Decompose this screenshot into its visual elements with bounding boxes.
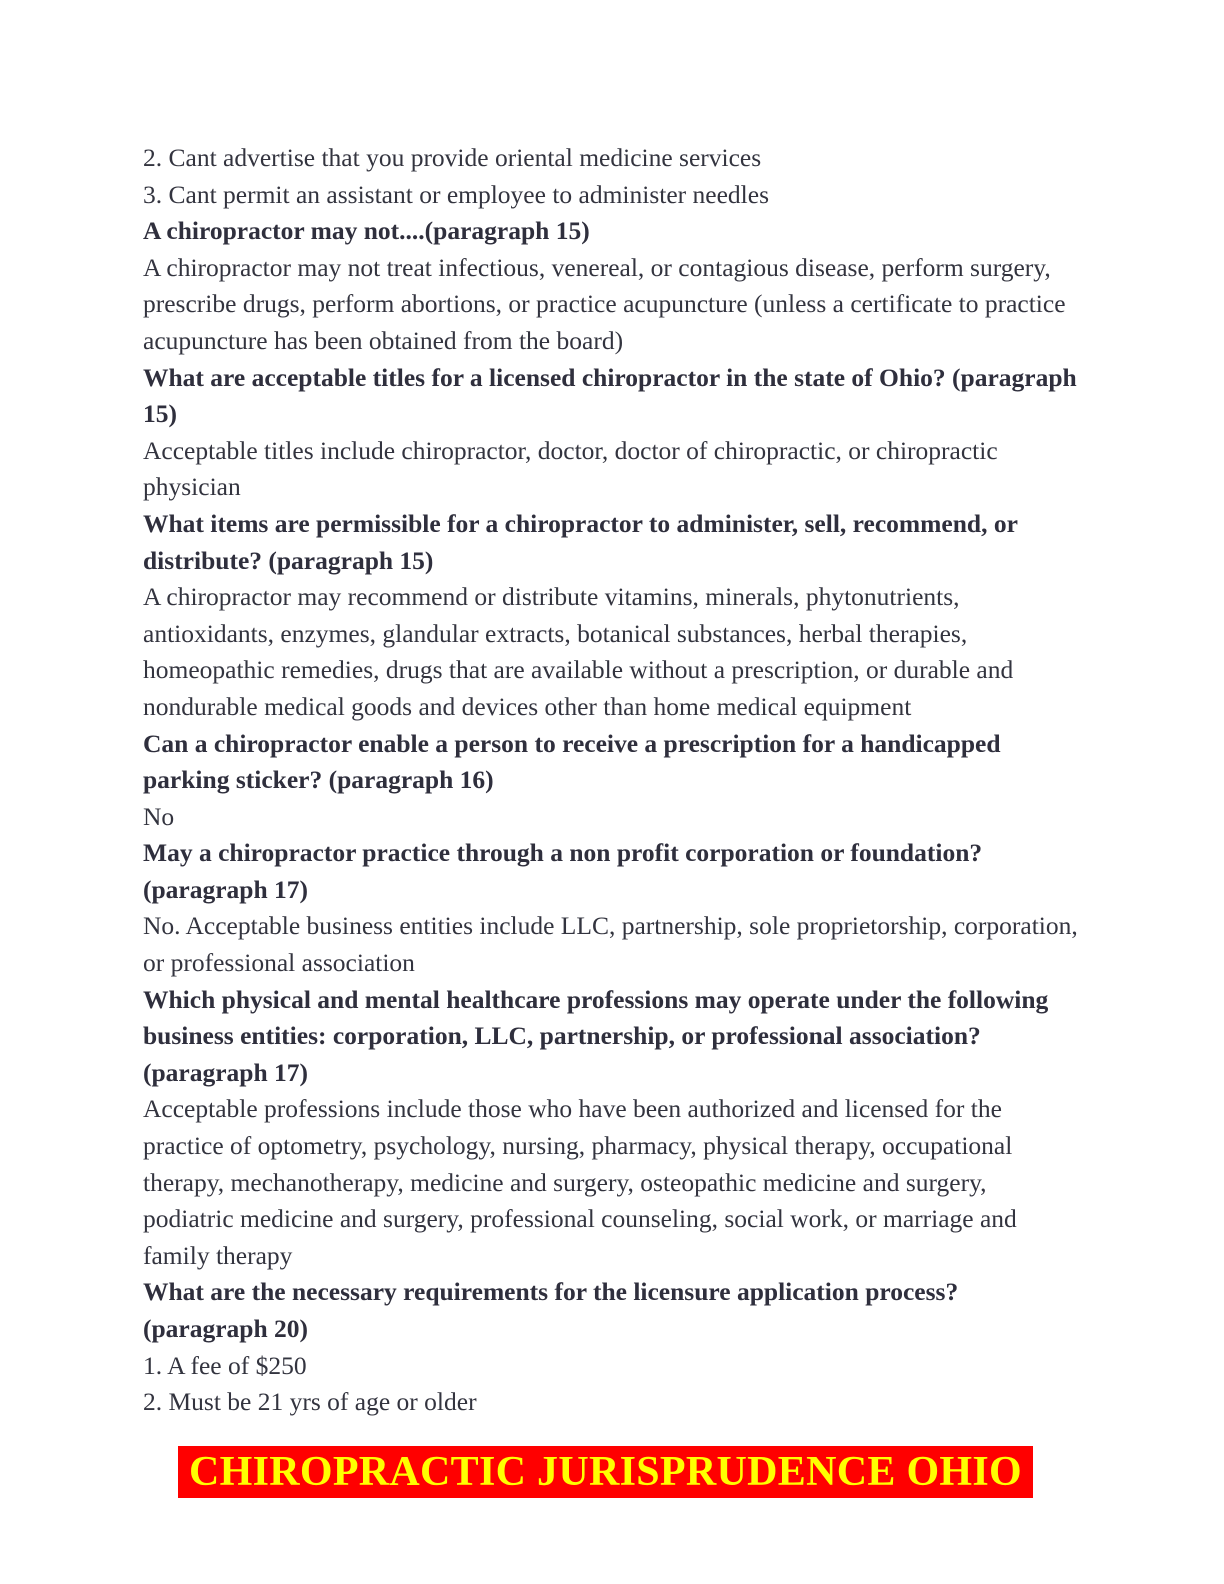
question-heading: What items are permissible for a chiropractor to administer, sell, recommend, or distribute? (paragraph 15) bbox=[143, 508, 1018, 575]
answer-text: A chiropractor may not treat infectious, venereal, or contagious disease, perform surgery, prescribe drugs, perform abortions, or practice acupuncture (unless a certificate to practice acupuncture has been obtained from the board) bbox=[143, 252, 1066, 355]
question-heading: Can a chiropractor enable a person to receive a prescription for a handicapped parking sticker? (paragraph 16) bbox=[143, 728, 1001, 795]
document-body bbox=[143, 140, 1083, 1421]
answer-text: Acceptable professions include those who have been authorized and licensed for the practice of optometry, psychology, nursing, pharmacy, physical therapy, occupational therapy, mechanotherapy, medicine and surgery, osteopathic medicine and surgery, podiatric medicine and surgery, professional counseling, social work, or marriage and family therapy bbox=[143, 1094, 1017, 1270]
question-heading: May a chiropractor practice through a non profit corporation or foundation? (paragraph 17) bbox=[143, 838, 983, 904]
answer-text: No. Acceptable business entities include LLC, partnership, sole proprietorship, corporation, or professional association bbox=[143, 911, 1078, 978]
title-banner bbox=[178, 1446, 1033, 1498]
question-heading: A chiropractor may not....(paragraph 15) bbox=[143, 216, 590, 246]
banner-title: CHIROPRACTIC JURISPRUDENCE OHIO bbox=[188, 1449, 1023, 1495]
list-item: 2. Cant advertise that you provide oriental medicine services bbox=[143, 143, 762, 172]
question-heading: What are the necessary requirements for the licensure application process? (paragraph 20) bbox=[143, 1277, 959, 1343]
question-heading: What are acceptable titles for a licensed chiropractor in the state of Ohio? (paragraph 15) bbox=[143, 362, 1077, 429]
question-heading: Which physical and mental healthcare professions may operate under the following business entities: corporation, LLC, partnership, or professional association? (paragraph 17) bbox=[143, 984, 1049, 1087]
list-item: 1. A fee of $250 bbox=[143, 1350, 307, 1380]
list-item: 2. Must be 21 yrs of age or older bbox=[143, 1387, 477, 1417]
answer-text: A chiropractor may recommend or distribute vitamins, minerals, phytonutrients, antioxidants, enzymes, glandular extracts, botanical substances, herbal therapies, homeopathic remedies, drugs that are available without a prescription, or durable and nondurable medical goods and devices other than home medical equipment bbox=[143, 582, 1014, 721]
answer-text: Acceptable titles include chiropractor, doctor, doctor of chiropractic, or chiropractic physician bbox=[143, 435, 998, 502]
list-item: 3. Cant permit an assistant or employee to administer needles bbox=[143, 179, 770, 209]
answer-text: No bbox=[143, 801, 175, 831]
